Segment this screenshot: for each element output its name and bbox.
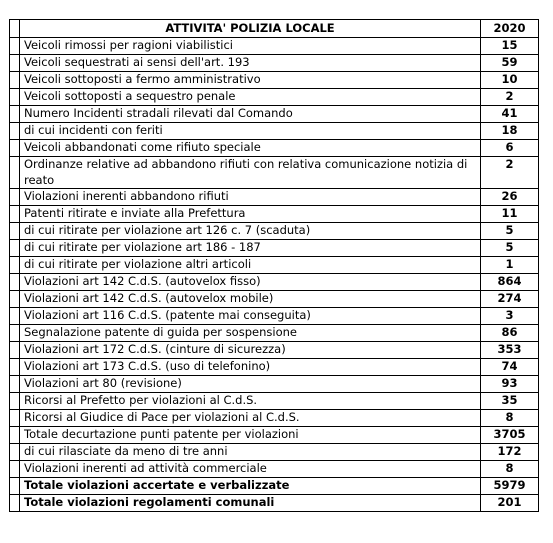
row-value: 15 <box>481 38 539 55</box>
table-row <box>10 123 539 140</box>
table-row <box>10 461 539 478</box>
row-marker-cell <box>10 461 20 478</box>
row-value: 8 <box>481 461 539 478</box>
row-marker-cell <box>10 55 20 72</box>
table-row <box>10 89 539 106</box>
total-label: Totale violazioni regolamenti comunali <box>20 495 481 512</box>
row-value: 35 <box>481 393 539 410</box>
row-label: di cui ritirate per violazione art 186 - 187 <box>20 240 481 257</box>
row-marker-cell <box>10 393 20 410</box>
row-marker-cell <box>10 308 20 325</box>
row-value: 26 <box>481 189 539 206</box>
row-marker-cell <box>10 257 20 274</box>
table-row <box>10 274 539 291</box>
year-header: 2020 <box>481 20 539 38</box>
table-row <box>10 291 539 308</box>
row-value: 274 <box>481 291 539 308</box>
row-marker-cell <box>10 140 20 157</box>
row-label: Violazioni art 172 C.d.S. (cinture di sicurezza) <box>20 342 481 359</box>
table-row <box>10 444 539 461</box>
row-value: 8 <box>481 410 539 427</box>
row-marker-cell <box>10 72 20 89</box>
total-row <box>10 478 539 495</box>
row-label: di cui incidenti con feriti <box>20 123 481 140</box>
row-marker-cell <box>10 444 20 461</box>
row-marker-cell <box>10 274 20 291</box>
row-marker-cell <box>10 427 20 444</box>
row-label: di cui ritirate per violazione altri articoli <box>20 257 481 274</box>
row-value: 59 <box>481 55 539 72</box>
row-marker-cell <box>10 325 20 342</box>
table-header-row <box>10 20 539 38</box>
row-label: Violazioni art 80 (revisione) <box>20 376 481 393</box>
table-row <box>10 240 539 257</box>
row-value: 864 <box>481 274 539 291</box>
row-marker-cell <box>10 38 20 55</box>
row-value: 18 <box>481 123 539 140</box>
row-marker-cell <box>10 240 20 257</box>
row-value: 172 <box>481 444 539 461</box>
header-blank-cell <box>10 20 20 38</box>
row-marker-cell <box>10 495 20 512</box>
row-marker-cell <box>10 89 20 106</box>
table-row <box>10 410 539 427</box>
row-marker-cell <box>10 223 20 240</box>
row-marker-cell <box>10 359 20 376</box>
row-marker-cell <box>10 106 20 123</box>
row-marker-cell <box>10 206 20 223</box>
row-value: 5 <box>481 223 539 240</box>
row-label: Veicoli sottoposti a sequestro penale <box>20 89 481 106</box>
row-label: Segnalazione patente di guida per sospensione <box>20 325 481 342</box>
row-label: Veicoli abbandonati come rifiuto speciale <box>20 140 481 157</box>
row-label: Ricorsi al Giudice di Pace per violazioni al C.d.S. <box>20 410 481 427</box>
row-label: Numero Incidenti stradali rilevati dal Comando <box>20 106 481 123</box>
table-row <box>10 140 539 157</box>
row-value: 93 <box>481 376 539 393</box>
row-label: Patenti ritirate e inviate alla Prefettura <box>20 206 481 223</box>
table-row <box>10 223 539 240</box>
row-label: Violazioni inerenti abbandono rifiuti <box>20 189 481 206</box>
table-row <box>10 257 539 274</box>
row-marker-cell <box>10 410 20 427</box>
row-value: 353 <box>481 342 539 359</box>
table-row <box>10 189 539 206</box>
table-row <box>10 393 539 410</box>
table-row <box>10 206 539 223</box>
row-label: Violazioni art 116 C.d.S. (patente mai conseguita) <box>20 308 481 325</box>
table-row <box>10 38 539 55</box>
table-row <box>10 342 539 359</box>
row-value: 11 <box>481 206 539 223</box>
table-row <box>10 308 539 325</box>
row-label: Violazioni art 142 C.d.S. (autovelox fisso) <box>20 274 481 291</box>
table-row <box>10 359 539 376</box>
row-value: 3705 <box>481 427 539 444</box>
table-row <box>10 325 539 342</box>
table-row <box>10 55 539 72</box>
row-value: 2 <box>481 157 539 189</box>
row-value: 86 <box>481 325 539 342</box>
row-value: 10 <box>481 72 539 89</box>
total-value: 201 <box>481 495 539 512</box>
table-row <box>10 427 539 444</box>
row-label: Violazioni art 142 C.d.S. (autovelox mobile) <box>20 291 481 308</box>
row-label: di cui ritirate per violazione art 126 c. 7 (scaduta) <box>20 223 481 240</box>
row-label: Veicoli sequestrati ai sensi dell'art. 193 <box>20 55 481 72</box>
row-value: 2 <box>481 89 539 106</box>
table-row <box>10 72 539 89</box>
row-value: 5 <box>481 240 539 257</box>
row-label: Ordinanze relative ad abbandono rifiuti con relativa comunicazione notizia di reato <box>20 157 481 189</box>
total-label: Totale violazioni accertate e verbalizzate <box>20 478 481 495</box>
row-value: 1 <box>481 257 539 274</box>
row-label: Veicoli sottoposti a fermo amministrativo <box>20 72 481 89</box>
police-activity-table <box>9 19 539 512</box>
row-label: Totale decurtazione punti patente per violazioni <box>20 427 481 444</box>
row-label: Veicoli rimossi per ragioni viabilistici <box>20 38 481 55</box>
row-marker-cell <box>10 291 20 308</box>
row-marker-cell <box>10 478 20 495</box>
table-title: ATTIVITA' POLIZIA LOCALE <box>20 20 481 38</box>
total-value: 5979 <box>481 478 539 495</box>
row-label: Violazioni art 173 C.d.S. (uso di telefonino) <box>20 359 481 376</box>
table-row <box>10 157 539 189</box>
row-marker-cell <box>10 157 20 189</box>
row-marker-cell <box>10 376 20 393</box>
table-row <box>10 106 539 123</box>
table-row <box>10 376 539 393</box>
row-marker-cell <box>10 123 20 140</box>
row-label: di cui rilasciate da meno di tre anni <box>20 444 481 461</box>
row-label: Violazioni inerenti ad attività commerciale <box>20 461 481 478</box>
row-value: 3 <box>481 308 539 325</box>
row-marker-cell <box>10 342 20 359</box>
row-value: 74 <box>481 359 539 376</box>
row-value: 6 <box>481 140 539 157</box>
row-label: Ricorsi al Prefetto per violazioni al C.d.S. <box>20 393 481 410</box>
row-value: 41 <box>481 106 539 123</box>
total-row <box>10 495 539 512</box>
row-marker-cell <box>10 189 20 206</box>
